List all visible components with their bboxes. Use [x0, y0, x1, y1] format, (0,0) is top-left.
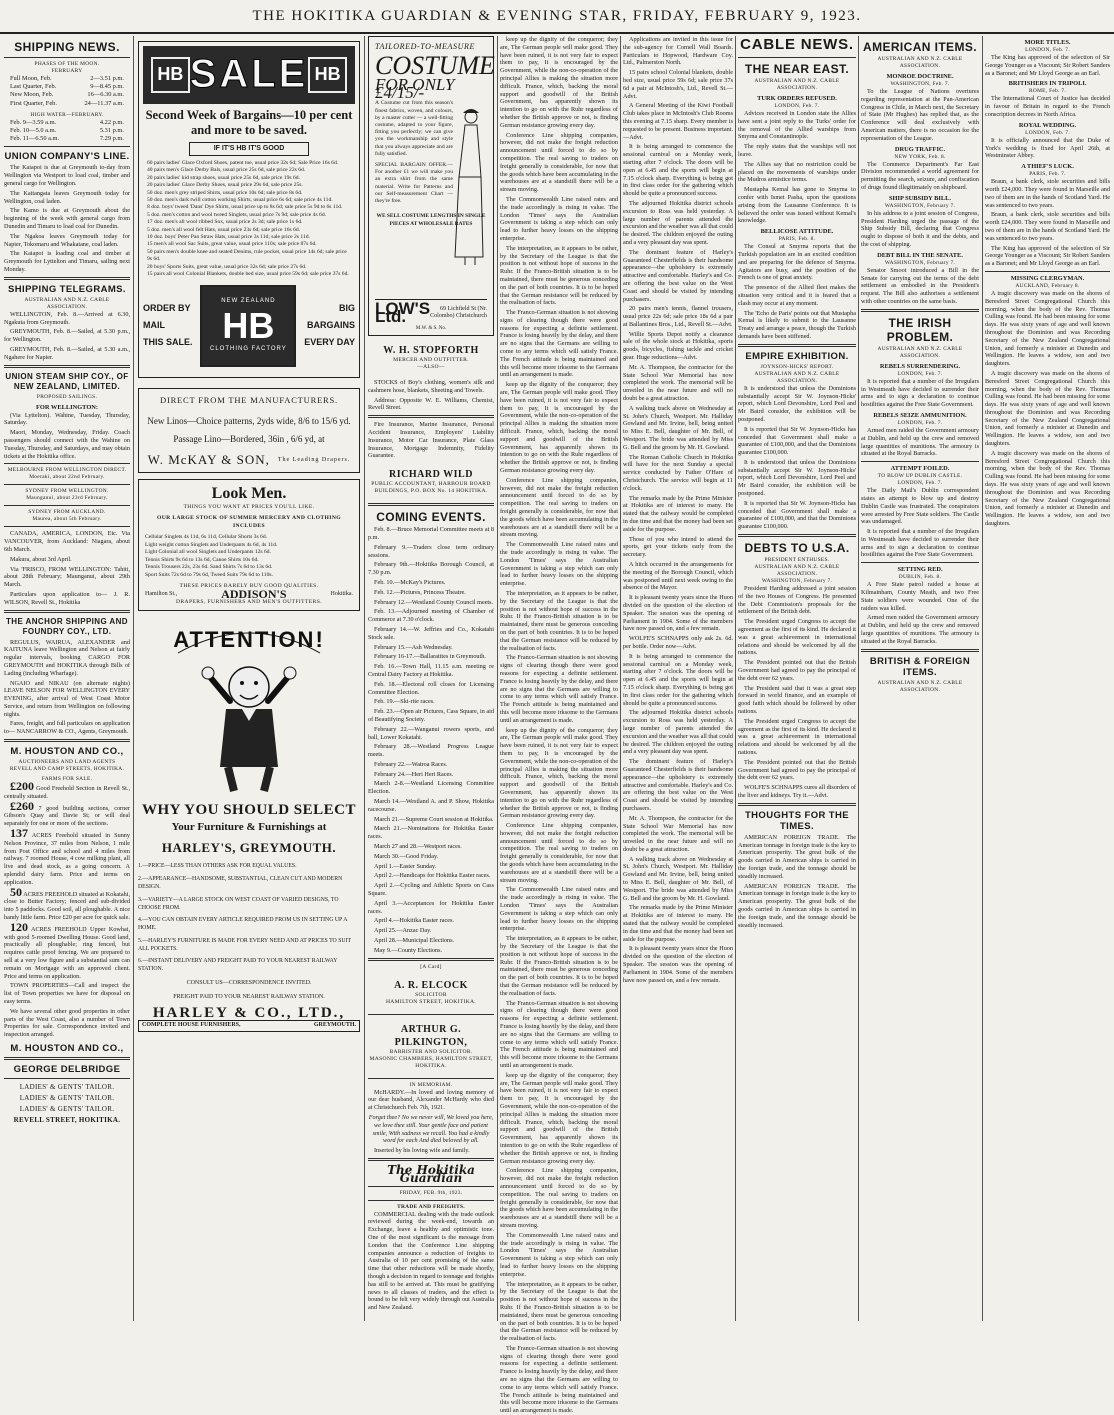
list-item: 5 doz. men's cotton and wool tweed Singlets, usual price 7s 9d; sale price 4s 6d. [147, 211, 327, 218]
harley-list [138, 863, 360, 974]
thief-text: Braun, a bank clerk, stole securities and bills worth £24,000. They were found in Marseille and two of them are in the hands of Scotland Yard. He was sentenced to two years. Braun, a bank clerk, stole securities and bills worth £24,000. They were found in Marseille and two of them are in the hands of Scotland Yard. He was sentenced to two years. The King has approved of the selection of Sir George Younger as a Viscount; Sir Robert Sanders as a Baronet; and Mr Lloyd George as an Earl. [985, 178, 1110, 268]
union-line-heading: UNION COMPANY'S LINE. [4, 151, 130, 163]
delbridge-heading: GEORGE DELBRIDGE [13, 1063, 121, 1075]
drug-date: NEW YORK, Feb. 8. [894, 153, 946, 160]
phases-heading: PHASES OF THE MOON. [34, 61, 100, 67]
list-item: 15 men's all wool Sac Suits, great value, usual price 110s; sale price 87s 6d. [147, 241, 317, 248]
column-rule [133, 36, 134, 1321]
consult-line: CONSULT US—CORRESPONDENCE INVITED. [186, 980, 312, 987]
thoughts-text: AMERICAN FOREIGN TRADE. The American tonnage in foreign trade is the key to American prosperity. The great bulk of the goods carried in American ships is carried in the foreign trade, and the tonnage should be steadily increased. AMERICAN FOREIGN TRADE. The American tonnage in foreign trade is the key to American prosperity. The great bulk of the goods carried in American ships is carried in the foreign trade, and the tonnage should be steadily increased. [738, 833, 856, 929]
drug-text: The Commerce Department's Far East Division recommended a world agreement for permitting the search, seizure, and confiscation of drugs found illegitimately on shipboard. [861, 160, 979, 191]
water-row: Feb. 9—3.59 a.m. 4.22 p.m. [10, 118, 124, 126]
lows-foot: M.W. & S. No. [415, 326, 447, 332]
empire-heading: EMPIRE EXHIBITION. [745, 350, 849, 362]
local-news-text: Applications are invited in this issue for the sub-agency for Cornell Wall Boards. Particulars to Hopwood, Hardware Coy. Ltd., Palmerston North. 15 pairs school Colonial blankets, double bed size, usual price 59s 6d; sale price 37s 6d a pair at McIntosh's, Ltd., Revell St.—Advt. A General Meeting of the Kiwi Football Club takes place in McIntosh's Club Rooms this evening at 7.15 sharp. Every member is requested to be present. Business important.—Advt. It is being arranged to commence the sessional carnival on a Monday week, starting after 7 o'clock. The doors will be open at 6.45 and the sports will begin at 7.15 o'clock sharp. Everything is being got in first class order for the gathering which should be quite a pronounced success. The adjourned Hokitika district schools excursion to Ross was held yesterday. A large number of parents attended the excursion and the weather was all that could be desired. The children enjoyed the outing and a very pleasant day was spent. The dominant feature of Harley's Guaranteed Chesterfields is their handsome appearance—the upholstery is extremely attractive and comfortable. Harley's and Co. are offering the best value on the West Coast and should be visited by intending purchasers. 20 pairs men's tennis, flannel trousers, usual price 22s 6d; sale price 18s 6d a pair at Ballantines Bros., Ltd., Revell St.—Advt. Willie Sports Depot notify a clearance sale of the whole stock at Hokitika, sports goods, bicycles, fishing tackle and cricket gear. Huge reductions—Advt. Mr. A. Thompson, the contractor for the State School War Memorial has now completed the work. The memorial will be unveiled in the near future and will no doubt be a great attraction. A walking track above on Wednesday at St. John's Church, Westport. Mr. Halliday Gowland and Mr. Irvine, bell, being united to Miss E. Bell, daughter of Mr. Bell, of Westport. The bride was attended by Miss G. Bell and the groom by Mr. H. Gowland. The Roman Catholic Church in Hokitika will have for the next Sunday a special service conducted by Father O'Hare of Christchurch. The service will begin at 11 o'clock. The remarks made by the Prime Minister at Hokitika are of interest to many. He stated that the railway would be completed in due time and that the money had been set aside for the purpose. Those of you who intend to attend the sports, get your tickets early from the secretary. A hitch occurred in the arrangements for the meeting of the Borough Council, which was postponed until next week owing to the absence of the Mayor. It is pleasant twenty years since the Huon divided on the question of the election of Speaker. The session was the opening of Parliament in 1904. Some of the members have now passed on, and a few remain. WOLFE'S SCHNAPPS only ask 2s. 6d. per bottle. Order now—Advt. It is being arranged to commence the sessional carnival on a Monday week, starting after 7 o'clock. The doors will be open at 6.45 and the sports will begin at 7.15 o'clock sharp. Everything is being got in first class order for the gathering which should be quite a pronounced success. The adjourned Hokitika district schools excursion to Ross was held yesterday. A large number of parents attended the excursion and the weather was all that could be desired. The children enjoyed the outing and a very pleasant day was spent. The dominant feature of Harley's Guaranteed Chesterfields is their handsome appearance—the upholstery is extremely attractive and comfortable. Harley's and Co. are offering the best value on the West Coast and should be visited by intending purchasers. Mr. A. Thompson, the contractor for the State School War Memorial has now completed the work. The memorial will be unveiled in the near future and will no doubt be a great attraction. A walking track above on Wednesday at St. John's Church, Westport. Mr. Halliday Gowland and Mr. Irvine, bell, being united to Miss E. Bell, daughter of Mr. Bell, of Westport. The bride was attended by Miss G. Bell and the groom by Mr. H. Gowland. The remarks made by the Prime Minister at Hokitika are of interest to many. He stated that the railway would be completed in due time and that the money had been set aside for the purpose. It is pleasant twenty years since the Huon divided on the question of the election of Speaker. The session was the opening of Parliament in 1904. Some of the members have now passed on, and a few remain. [623, 36, 733, 984]
list-item: 1.—PRICE—LESS THAN OTHERS ASK FOR EQUAL VALUES. [138, 863, 297, 870]
list-item: 50 doz. men's grey striped Shirts, usual price 10s 6d; sale price 8s 6d. [147, 189, 303, 196]
list-item: 6.—INSTANT DELIVERY AND FREIGHT PAID TO YOUR NEAREST RAILWAY STATION. [138, 958, 338, 973]
card-label: [A Card] [420, 963, 442, 970]
assoc-line: AUSTRALIAN AND N.Z. CABLE ASSOCIATION. [754, 370, 840, 384]
wellington-text: (Via Lyttelton). Wahine, Tuesday, Thursday, Saturday. Maori, Monday, Wednesday, Friday. Coach passengers should connect with the Wahine on Tuesday, Thursday, and Saturdays, and may obtain tickets at the Hokitika office. [4, 411, 130, 460]
tripoli-heading: BRITISHERS IN TRIPOLI. [1008, 80, 1087, 88]
setting-date: DUBLIN, Feb. 8. [898, 574, 942, 581]
stopforth-card: W. H. STOPFORTH MERCER AND OUTFITTER. —ALSO— [383, 345, 479, 370]
list-item: 50 doz. men's dark twill cotton working Shirts, usual price 6s 6d; sale price 4s 11d. [147, 197, 333, 204]
rebels-heading: REBELS SURRENDERING. [879, 362, 961, 370]
list-item: Tennis Trousers 22s, 23s 6d. Sand Shirts 7s 6d to 13s 6d. [145, 564, 273, 571]
houston-heading: M. HOUSTON AND CO., [10, 746, 124, 758]
attention-illustration [138, 617, 360, 795]
attempt-heading: ATTEMPT FOILED. [890, 465, 950, 473]
pilkington-card: ARTHUR G. PILKINGTON, BARRISTER AND SOLICITOR. MASONIC CHAMBERS, HAMILTON STREET, HOKITIKA. [369, 1023, 493, 1069]
water-row: Feb. 11—6.50 a.m. 7.29 p.m. [10, 135, 124, 143]
editorial-text: keep up the dignity of the conqueror; they are, The German people will make good. They have been ruined, it is not very fair to expect them to pay, It is encouraged by the Government, while the non-co-operation of the principal Allies is making the situation more difficult. France, which, backing the moral support and goodwill of the British Government, has apparently shown its intention to go on with the Ruhr regardless of whether the British approve or not, is finding German resistance growing every day. Conference Line shipping companies, however, did not make the freight reduction announcement until forced to do so by competition. The real saving to traders on freight generally is considerable, for now that the goods which have been accumulating in the warehouses are at a standstill there will be a stream moving. The Commonwealth Line raised rates and the trade accordingly is rising in value. The London 'Times' says the Australian Government is taking a step which can only lead to further heavy losses on the shipping enterprise. The interpretation, as it appears to be rather, by the Secretary of the League is that the position is not without hope of success in the Ruhr. If the Franco-British situation is to be maintained, there must be generous conceding on the part of both countries. It is to be hoped that the German resistance will be reduced by the realisation of facts. The Franco-German situation is not showing signs of clearing though there were good reasons for expecting a definite settlement. France is losing heavily by the delay, and there are no signs that the Germans are willing to come to any terms which will satisfy France. The French attitude is being maintained and this will become more irksome to the Germans until an arrangement is made. keep up the dignity of the conqueror; they are, The German people will make good. They have been ruined, it is not very fair to expect them to pay, It is encouraged by the Government, while the non-co-operation of the principal Allies is making the situation more difficult. France, which, backing the moral support and goodwill of the British Government, has apparently shown its intention to go on with the Ruhr regardless of whether the British approve or not, is finding German resistance growing every day. Conference Line shipping companies, however, did not make the freight reduction announcement until forced to do so by competition. The real saving to traders on freight generally is considerable, for now that the goods which have been accumulating in the warehouses are at a standstill there will be a stream moving. The Commonwealth Line raised rates and the trade accordingly is rising in value. The London 'Times' says the Australian Government is taking a step which can only lead to further heavy losses on the shipping enterprise. The interpretation, as it appears to be rather, by the Secretary of the League is that the position is not without hope of success in the Ruhr. If the Franco-British situation is to be maintained, there must be generous conceding on the part of both countries. It is to be hoped that the German resistance will be reduced by the realisation of facts. The Franco-German situation is not showing signs of clearing though there were good reasons for expecting a definite settlement. France is losing heavily by the delay, and there are no signs that the Germans are willing to come to any terms which will satisfy France. The French attitude is being maintained and this will become more irksome to the Germans until an arrangement is made. keep up the dignity of the conqueror; they are, The German people will make good. They have been ruined, it is not very fair to expect them to pay, It is encouraged by the Government, while the non-co-operation of the principal Allies is making the situation more difficult. France, which, backing the moral support and goodwill of the British Government, has apparently shown its intention to go on with the Ruhr regardless of whether the British approve or not, is finding German resistance growing every day. Conference Line shipping companies, however, did not make the freight reduction announcement until forced to do so by competition. The real saving to traders on freight generally is considerable, for now that the goods which have been accumulating in the warehouses are at a standstill there will be a stream moving. The Commonwealth Line raised rates and the trade accordingly is rising in value. The London 'Times' says the Australian Government is taking a step which can only lead to further heavy losses on the shipping enterprise. The interpretation, as it appears to be rather, by the Secretary of the League is that the position is not without hope of success in the Ruhr. If the Franco-British situation is to be maintained, there must be generous conceding on the part of both countries. It is to be hoped that the German resistance will be reduced by the realisation of facts. The Franco-German situation is not showing signs of clearing though there were good reasons for expecting a definite settlement. France is losing heavily by the delay, and there are no signs that the Germans are willing to come to any terms which will satisfy France. The French attitude is being maintained and this will become more irksome to the Germans until an arrangement is made. keep up the dignity of the conqueror; they are, The German people will make good. They have been ruined, it is not very fair to expect them to pay, It is encouraged by the Government, while the non-co-operation of the principal Allies is making the situation more difficult. France, which, backing the moral support and goodwill of the British Government, has apparently shown its intention to go on with the Ruhr regardless of whether the British approve or not, is finding German resistance growing every day. Conference Line shipping companies, however, did not make the freight reduction announcement until forced to do so by competition. The real saving to traders on freight generally is considerable, for now that the goods which have been accumulating in the warehouses are at a standstill there will be a stream moving. The Commonwealth Line raised rates and the trade accordingly is rising in value. The London 'Times' says the Australian Government is taking a step which can only lead to further heavy losses on the shipping enterprise. The interpretation, as it appears to be rather, by the Secretary of the League is that the position is not without hope of success in the Ruhr. If the Franco-British situation is to be maintained, there must be generous conceding on the part of both countries. It is to be hoped that the German resistance will be reduced by the realisation of facts. The Franco-German situation is not showing signs of clearing though there were good reasons for expecting a definite settlement. France is losing heavily by the delay, and there are no signs that the Germans are willing to come to any terms which will satisfy France. The French attitude is being maintained and this will become more irksome to the Germans until an arrangement is made. [500, 36, 618, 1415]
column-cable-news [738, 36, 856, 1321]
sale-word: SALE [189, 52, 309, 97]
phase-row: New Moon, Feb. 16—6.30 a.m. [10, 91, 124, 99]
american-heading: AMERICAN ITEMS. [863, 40, 977, 54]
land-item: 120 ACRES FREEHOLD Upper Kowhai, with good 5-roomed Dwelling House. Good land, practically all ploughable; ring fenced, but requires cattle proof fencing. We are prepared to sell at a very low figure and a substantial sum can remain on Mortgage with an approved client. Price and terms on application. [4, 919, 130, 980]
column-rule [858, 36, 859, 1321]
assoc-line: AUSTRALIAN AND N.Z. CABLE ASSOCIATION. [24, 296, 110, 310]
melbourne-sub: Moeraki, about 22nd February. [29, 474, 105, 481]
land-item: 50 ACRES FREEHOLD situated at Kokatahi, close to Butter Factory; fenced and sub-divided into 5 paddocks. Good soil, all ploughable. A nice handy little farm. Price £20 per acre for quick sale. [4, 884, 130, 922]
costume-send: WE SELL COSTUME LENGTHS IN SINGLE PIECES AT WHOLESALE RATES [376, 213, 486, 228]
list-item: 8 doz. boys' tweed 'Dans' Dye Shirts, usual price up to 8s 6d; sale price 5s 9d to 6s 11d. [147, 204, 343, 211]
sydney-wellington-sub: Maunganui, about 23rd February. [26, 495, 108, 502]
list-item: 60 pairs ladies' Glace Oxford Shoes, patent toe, usual price 32s 6d; Sale Price 16s 6d. [147, 160, 339, 166]
irish-heading: THE IRISH PROBLEM. [886, 315, 954, 344]
monroe-heading: MONROE DOCTRINE. [886, 73, 954, 80]
lows-footer: LOW'S Ltd. 69 Lichfield St (Nr. Colombo) Christchurch [375, 299, 487, 327]
sale-banner [143, 46, 355, 104]
debts-date: WASHINGTON, February 7. [761, 578, 833, 585]
subsidy-text: In his address to a joint session of Congress, President Harding urged the passage of the Ship Subsidy Bill, declaring that Congress ought to dispose of both it and the debts, and the cost of shipping. [861, 209, 979, 248]
assoc-line: AUSTRALIAN AND N.Z. CABLE ASSOCIATION. [754, 564, 840, 578]
costume-desc: A Costume cut from this season's finest fabrics, woven, and colours, by a master cutter — a well-fitting costume, adapted to your figure, fitting you perfectly; we can give you the workmanship and style that you always appreciate and are fully satisfied. [375, 100, 453, 157]
costume-price: FOR ONLY £4/15/- [375, 74, 455, 102]
tailor-line: LADIES' & GENTS' TAILOR. [19, 1082, 115, 1091]
houston-footer: M. HOUSTON AND CO., [10, 1042, 124, 1054]
hb-logo-icon: HB [308, 57, 347, 93]
turk-heading: TURK ORDERS REFUSED. [757, 95, 837, 102]
rebels-date: LONDON, Feb. 7. [897, 370, 943, 377]
masthead: THE HOKITIKA GUARDIAN & EVENING STAR, FRIDAY, FEBRUARY 9, 1923. [0, 0, 1114, 34]
costume-word: COSTUME [375, 50, 495, 80]
mckay-ad [138, 388, 360, 474]
guardian-flag: The Hokitika Guardian [387, 1163, 475, 1185]
list-item: 20 pairs ladies' kid strap shoes, usual price 25s 6d, sale price 19s 6d. [147, 174, 300, 181]
list-item: 10 doz. boys' Peter Pan Straw Hats, usual price 3s 11d; sale price 2s 11d. [147, 234, 310, 241]
list-item: 2.—APPEARANCE—HANDSOME, SUBSTANTIAL, CLEAN CUT AND MODERN DESIGN. [138, 876, 343, 890]
trade-heading: TRADE AND FREIGHTS. [397, 1203, 465, 1210]
addison-footer: Hamilton St., ADDISON'S Hokitika. [145, 586, 353, 601]
looks-qualities: THESE PRICES BARELY BUY GOOD QUALITIES. [179, 582, 319, 589]
column-rule [497, 36, 498, 1321]
addison-ad [138, 479, 360, 611]
phase-row: Full Moon, Feb. 2—3.51 p.m. [10, 75, 124, 82]
column-shipping [4, 36, 130, 1321]
sale-list [143, 160, 355, 279]
bellicose-heading: BELLICOSE ATTITUDE. [760, 228, 834, 236]
harley-greymouth: HARLEY'S, GREYMOUTH. [161, 840, 337, 856]
debts-text: President Harding addressed a joint session of the two Houses of Congress. He presented the Debt Commission's proposals for the settlement of the British debt. The President urged Congress to accept the agreement as the first of its kind. He declared it was a great achievement in international relations and should be welcomed by all the nations. The President pointed out that the British Government had agreed to pay the principal of the debt over 62 years. The President said that it was a great step forward in world finance, and an example of good faith which should be followed by other nations. The President urged Congress to accept the agreement as the first of its kind. He declared it was a great achievement in international relations and should be welcomed by all the nations. The President pointed out that the British Government had agreed to pay the principal of the debt over 62 years. WOLFE'S SCHNAPPS cures all disorders of the liver and kidneys. Try it.—Advt. [738, 585, 856, 799]
list-item: 17 doz. men's all wool ribbed Sox, usual price 2s 3d; sale price 1s 6d. [147, 219, 303, 226]
tailor-line: LADIES' & GENTS' TAILOR. [19, 1093, 115, 1102]
list-item: Cellular Singlets 4s 11d, 6s 11d, Cellular Shorts 3s 6d. [145, 534, 268, 541]
water-row: Feb. 10—5.0 a.m. 5.31 p.m. [10, 127, 124, 135]
insurance-text: Fire Insurance, Marine Insurance, Personal Accident Insurance, Employers' Liability Insurance, Motor Car Insurance, Plate Glass Insurance, Mortgage Indemnity, Fidelity Guarantee. [368, 421, 494, 460]
president-heading: PRESIDENT ENTHUSES. [764, 557, 830, 564]
looks-foot: DRAPERS, FURNISHERS AND MEN'S OUTFITTERS. [175, 598, 323, 605]
monroe-date: WASHINGTON, Feb. 7. [890, 81, 950, 87]
column-british [985, 36, 1110, 1321]
telegrams-heading: SHIPPING TELEGRAMS. [8, 283, 126, 295]
wedding-text: It is officially announced that the Duke of York's wedding is fixed for April 26th, at Westminster Abbey. [985, 136, 1110, 160]
assoc-line: AUSTRALIAN AND N.Z. CABLE ASSOCIATION. [877, 56, 963, 69]
memoriam-heading: IN MEMORIAM. [409, 1081, 453, 1088]
good-bar: IF IT'S HB IT'S GOOD [189, 142, 309, 156]
turk-date: LONDON, Feb. 7. [774, 103, 820, 109]
list-item: 5.—HARLEY'S FURNITURE IS MADE FOR EVERY NEED AND AT PRICES TO SUIT ALL POCKETS. [138, 937, 351, 952]
farms-heading: FARMS FOR SALE. [41, 776, 93, 783]
clergyman-text: A tragic discovery was made on the shores of Beresford Street Congregational Church this morning, when the body of the Rev. Thomas Culling was found. He had been missing for some days. He was sixty years of age and well known throughout the Dominion and was Recording Secretary of the New Zealand Congregational Union, and formerly a minister at Dunedin and Wellington. He leaves a widow, son and two daughters. A tragic discovery was made on the shores of Beresford Street Congregational Church this morning, when the body of the Rev. Thomas Culling was found. He had been missing for some days. He was sixty years of age and well known throughout the Dominion and was Recording Secretary of the New Zealand Congregational Union, and formerly a minister at Dunedin and Wellington. He leaves a widow, son and two daughters. A tragic discovery was made on the shores of Beresford Street Congregational Church this morning, when the body of the Rev. Thomas Culling was found. He had been missing for some days. He was sixty years of age and well known throughout the Dominion and was Recording Secretary of the New Zealand Congregational Union, and formerly a minister at Dunedin and Wellington. He leaves a widow, son and two daughters. [985, 289, 1110, 528]
sydney-auckland: SYDNEY FROM AUCKLAND. [28, 509, 106, 516]
phases-table [4, 75, 130, 108]
list-item: 4.—YOU CAN OBTAIN EVERY ARTICLE REQUIRED FROM US IN SETTING UP A HOME. [138, 917, 348, 932]
cable-news-heading: CABLE NEWS. [740, 36, 854, 53]
coming-events-heading: COMING EVENTS. [376, 510, 486, 525]
direct-line: New Linos—Choice patterns, 2yds wide, 8/6 to 15/6 yd. [147, 416, 351, 427]
sydney-wellington: SYDNEY FROM WELLINGTON. [25, 488, 109, 495]
near-east-heading: THE NEAR EAST. [744, 62, 850, 76]
hb-sale-ad [138, 41, 360, 378]
list-item: 15 pairs all wool Colonial Blankets, double bed size, usual price 59s 6d; sale price 37s 6d. [147, 271, 349, 278]
stopforth-text: STOCKS of Boy's clothing, women's silk and cashmere hose, blankets, Sheeting and Towels. Address: Opposite W. E. Williams, Chemist, Revell Street. [368, 379, 494, 412]
hb-clothing-logo: NEW ZEALAND HB CLOTHING FACTORY [200, 285, 296, 367]
thief-heading: A THIEF'S LUCK. [1021, 163, 1074, 171]
subsidy-heading: SHIP SUBSIDY BILL. [888, 194, 952, 202]
order-left: ORDER BY MAIL THIS SALE. [143, 303, 193, 347]
setting-heading: SETTING RED. [897, 566, 943, 574]
mckay-firm: W. McKAY & SON, The Leading Drapers. [147, 452, 351, 468]
bellicose-date: PARIS, Feb. 8. [778, 236, 816, 243]
clergyman-date: AUCKLAND, February 8. [1015, 282, 1080, 289]
land-item: 137 ACRES Freehold situated in Sunny Nelson Province, 37 miles from Nelson, 1 mile from Post Office and school and 4 miles from railway. 7 roomed House, 4 cow milking plant, all live and dead stock, as a going concern. A splendid dairy farm. Price and terms on application. [4, 826, 130, 886]
costume-offer: SPECIAL BARGAIN OFFER.—For another £1 we will make you an extra skirt from the same material. Write for Patterns and our Self-measurement Chart — they're free. [375, 162, 453, 205]
titles-text: The King has approved of the selection of Sir George Younger as a Viscount; Sir Robert Sanders as a Baronet; and Mr Lloyd George as an Earl. [985, 54, 1110, 77]
column-ads [138, 36, 360, 1321]
looks-sub2: OUR LARGE STOCK OF SUMMER MERCERY AND CLOTHING INCLUDES [156, 514, 342, 529]
monroe-text: To the League of Nations overtures regarding representation at the Pan-American Congress in Chile, in March next, the Secretary of State (Mr Hughes) has replied that, as the Conference will deal exclusively with American matters, there is no occasion for the representation of the League. [861, 88, 979, 142]
harley-ad [138, 801, 360, 1032]
direct-heading: DIRECT FROM THE MANUFACTURERS. [160, 394, 338, 405]
subsidy-date: WASHINGTON, February 7. [884, 202, 956, 209]
titles-heading: MORE TITLES. [1024, 39, 1071, 46]
joynson-heading: JOYNSON-HICKS' REPORT. [760, 363, 834, 370]
assoc-line: AUSTRALIAN AND N.Z. CABLE ASSOCIATION. [877, 345, 963, 359]
order-right: BIG BARGAINS EVERY DAY [304, 303, 355, 347]
list-item: 20 boys' Sports Suits, great value, usual price 32s 6d; sale price 27s 6d. [147, 263, 307, 270]
column-american [861, 36, 979, 1321]
column-rule [982, 36, 983, 1321]
wild-card: RICHARD WILD PUBLIC ACCOUNTANT, HARBOUR BOARD BUILDINGS, P.O. BOX No. 14 HOKITIKA. [371, 469, 491, 495]
wedding-date: LONDON, Feb. 7. [1025, 129, 1070, 136]
lady-figure-icon [449, 107, 489, 267]
list-item: 40 pairs men's Glace Derby Bals, usual price 25s 6d, sale price 22s 6d. [147, 167, 306, 174]
harley-why: WHY YOU SHOULD SELECT [141, 802, 356, 819]
list-item: 50 pairs men's double knee and seated Denims, rule pocket, usual price 14s 6d; sale price 9s 6d. [147, 248, 347, 263]
flag-date: FRIDAY, FEB. 9th, 1923. [399, 1189, 463, 1196]
hb-logo-icon: HB [151, 57, 190, 93]
blow-up-heading: TO BLOW UP DUBLIN CASTLE. [877, 473, 963, 480]
proposed-sailings: PROPOSED SAILINGS. [36, 393, 98, 400]
telegrams-text: WELLINGTON, Feb. 8.—Arrived at 6.30, Ngakuta from Greymouth. GREYMOUTH, Feb. 8.—Sailed, at 5.30 p.m., for Wellington. GREYMOUTH, Feb. 8.—Sailed, at 5.30 a.m., Ngahere for Napier. [4, 310, 130, 361]
ammunition-text: Armed men raided the Government armoury at Dublin, and held up the crew and removed large quantities of munitions. The armoury is situated at the Royal Barracks. [861, 426, 979, 458]
anchor-text: REGULUS, WAIRUA, ALEXANDER and KAITUNA leave Wellington and Nelson at fairly regular intervals, booking CARGO FOR GREYMOUTH and HOKITIKA through Bills of Lading (including Wharfage). NGAIO and NIKAU (on alternate nights) LEAVE NELSON FOR WELLINGTON EVERY EVENING, after arrival of West Coast Motor Service, and return from Wellington on following nights. Fares, freight, and full particulars on application to— NANCARROW & CO., Agents, Greymouth. [4, 638, 130, 736]
land-listings: £200 Good Freehold Section in Revell St., centrally situated. £260 7 good building sections, corner Gibson's Quay and Davie St; or will deal separately for one or more of the sections. 137 ACRES Freehold situated in Sunny Nelson Province, 37 miles from Nelson, 1 mile from Post Office and school and 4 miles from railway. 7 roomed House, 4 cow milking plant, all live and dead stock, as a going concern. A splendid dairy farm. Price and terms on application. 50 ACRES FREEHOLD situated at Kokatahi, close to Butter Factory; fenced and sub-divided into 5 paddocks. Good soil, all ploughable. A nice handy little farm. Price £20 per acre for quick sale. 120 ACRES FREEHOLD Upper Kowhai, with good 5-roomed Dwelling House. Good land, practically all ploughable; ring fenced, but requires cattle proof fencing. We are prepared to sell at a very low figure and a substantial sum can remain on Mortgage with an approved client. Price and terms on application. TOWN PROPERTIES—Call and inspect the list of Town properties we have for disposal on easy terms. We have several other good properties in other parts of the West Coast, also a number of Town Properties for sale. Correspondence invited and inspection arranged. [4, 779, 130, 1039]
turk-text: Advices received in London state the Allies have sent a joint reply to the Turks' order for the removal of the Allied warships from Smyrna and Constantinople. The reply states that the warships will not leave. The Allies say that no restriction could be placed on the movements of warships under the Mudros armistice terms. Mustapha Kemal has gone to Smyrna to confer with Ismet Pasha, upon the questions arising from the Lausanne Conference. It is believed the order was issued without Kemal's knowledge. [738, 110, 856, 225]
column-rule [620, 36, 621, 1321]
column-rule [364, 36, 365, 1321]
tripoli-text: The International Court of Justice has decided in favour of Britain in regard to the French conscription decrees in North Africa. [985, 95, 1110, 118]
freight-line: FREIGHT PAID TO YOUR NEAREST RAILWAY STATION. [173, 993, 325, 1000]
costume-pre: TAILORED-TO-MEASURE [375, 42, 475, 51]
trade-text: COMMERCIAL dealing with the trade outlook reviewed during the week-end, towards an Exchange, leave a healthy and optimistic tone. One of the most significant is the message from London that the Conference Line shipping companies announce a reduction of freights to Australia of 10 per cent promising of the same time that other reductions will be made shortly, though a decision in regard to tonnage and freights has still to be arrived at. This must be gratifying news to all classes of traders, and the effect is bound to be felt very widely through out Australia and New Zealand. [368, 1210, 494, 1312]
lows-costume-ad [368, 36, 494, 336]
attention-man-icon [138, 617, 360, 795]
union-line-text: The Kaiapoi is due at Greymouth to-day from Wellington via Westport to load coal, timber and general cargo for Wellington. The Kaitangata leaves Greymouth today for Wellington, coal laden. The Kamo is due at Greymouth about the beginning of the week with general cargo from Dunedin and Timaru to load coal for Dunedin. The Ngakoa leaves Greymouth today for Napier, Tokomaru and Whakatane, coal laden. The Kaiapoi is loading coal and timber at Greymouth for Lyttelton and Timaru, sailing next Monday. [4, 164, 130, 273]
british-heading: BRITISH & FOREIGN ITEMS. [869, 655, 971, 678]
direct-line: Passage Lino—Bordered, 36in , 6/6 yd, at [173, 434, 325, 445]
harley-firm: HARLEY & CO., LTD., [152, 1004, 346, 1021]
column-local-news [623, 36, 733, 1321]
harley-tag: COMPLETE HOUSE FURNISHERS, GREYMOUTH. [138, 1020, 360, 1032]
for-wellington: FOR WELLINGTON: [35, 403, 99, 411]
column-rule [735, 36, 736, 1321]
looks-list [145, 534, 353, 578]
ammunition-heading: REBELS SEIZE AMMUNITION. [873, 411, 967, 419]
assoc-line: AUSTRALIAN AND N.Z. CABLE ASSOCIATION. [877, 679, 963, 693]
clergyman-heading: MISSING CLERGYMAN. [1010, 274, 1085, 282]
list-item: 3.—VARIETY—A LARGE STOCK ON WEST COAST OF VARIED DESIGNS, TO CHOOSE FROM. [138, 896, 339, 911]
tailor-line: LADIES' & GENTS' TAILOR. [19, 1104, 115, 1113]
phase-row: Last Quarter, Feb. 9—8.45 p.m. [10, 83, 124, 91]
elcock-card: A. R. ELCOCK SOLICITOR HAMILTON STREET, HOKITIKA. [385, 979, 477, 1005]
assoc-line: AUSTRALIAN AND N.Z. CABLE ASSOCIATION. [754, 78, 840, 91]
list-item: Light weight cotton Singlets and Underpants 4s 6d, 4s 11d. [145, 541, 278, 548]
rebels-text: It is reported that a number of the Irregulars in Westmeath have decided to surrender their arms and to sign a declaration to continue hostilities against the Free State Government. [861, 377, 979, 409]
high-water-table [4, 119, 130, 144]
revell-street: REVELL STREET, HOKITIKA. [13, 1115, 121, 1124]
memoriam-text: McHARDY.—In loved and loving memory of our dear husband, Alexander McHardy who died at Christchurch Feb. 7th, 1921. Forget thee? No we never will, We loved you here, we love thee still. Your gentle face and patient smile, With sadness we recall. You had a kindly word for each And died beloved by all. Inserted by his loving wife and family. [368, 1088, 494, 1155]
sydney-auckland-sub: Maurea, about 5th February. [32, 516, 102, 523]
list-item: 20 pairs ladies' Glace Derby Shoes, usual price 29s 6d, sale price 25s. [147, 182, 303, 189]
column-notices [368, 36, 494, 1321]
newspaper-page [0, 36, 1114, 1415]
look-men-heading: Look Men. [211, 485, 287, 503]
debts-heading: DEBTS TO U.S.A. [744, 541, 850, 556]
column-editorial [500, 36, 618, 1415]
phases-month: FEBRUARY [51, 68, 83, 74]
high-water-heading: HIGH WATER—FEBRUARY. [30, 111, 104, 118]
thief-date: PARIS, Feb. 7. [1029, 171, 1066, 178]
shipping-news-heading: SHIPPING NEWS. [14, 40, 120, 54]
setting-text: A Free State patrol raided a house at Kilmainham, County Meath, and two Free State soldiers were wounded. One of the raiders was killed. Armed men raided the Government armoury at Dublin, and held up the crew and removed large quantities of munitions. The armoury is situated at the Royal Barracks. [861, 581, 979, 645]
empire-text: It is understood that unless the Dominions substantially accept Sir W. Joynson-Hicks' report, which Lord Devonshire, Lord Peel and Mr Baird consider, the exhibition will be postponed. It is reported that Sir W. Joynson-Hicks has conceded that Government shall make a guarantee of £100,000, and that the Dominions guarantee £100,000. It is understood that unless the Dominions substantially accept Sir W. Joynson-Hicks' report, which Lord Devonshire, Lord Peel and Mr Baird consider, the exhibition will be postponed. It is reported that Sir W. Joynson-Hicks has conceded that Government shall make a guarantee of £100,000, and that the Dominions guarantee £100,000. [738, 384, 856, 531]
list-item: Tennis Shirts 9s 6d to 13s 6d, Canoe Shirts 10s 6d. [145, 556, 259, 563]
tripoli-date: ROME, Feb. 7. [1029, 88, 1066, 95]
phase-row: First Quarter, Feb. 24—11.37 a.m. [10, 99, 124, 107]
list-item: Sport Suits 72s 6d to 79s 6d, Tweed Suits 79s 6d to 110s. [145, 571, 273, 578]
looks-sub: THINGS YOU WANT AT PRICES YOU'LL LIKE. [183, 504, 315, 511]
attention-word: ATTENTION! [173, 627, 325, 653]
ammunition-date: LONDON, Feb. 7. [897, 419, 943, 426]
houston-address: REVELL AND CAMP STREETS, HOKITIKA. [9, 766, 125, 773]
debt-senate-date: WASHINGTON, February 7. [884, 259, 956, 266]
drug-heading: DRUG TRAFFIC. [894, 145, 946, 153]
debt-senate-text: Senator Smoot introduced a Bill in the Senate for carrying out the terms of the debt settlement as embodied in the President's request. The Bill also authorises a settlement with other countries on the same basis. [861, 266, 979, 305]
list-item: Light Colonial all wool Singlets and Underpants 12s 6d. [145, 549, 272, 556]
wedding-heading: ROYAL WEDDING. [1018, 121, 1077, 129]
uss-heading: UNION STEAM SHIP COY., OF NEW ZEALAND, LIMITED. [5, 371, 129, 391]
blow-up-text: The Daily Mail's Dublin correspondent states an attempt to blow up and destroy Dublin Castle was frustrated. The conspirators were arrested by Free State soldiers. The Castle was undamaged. It is reported that a number of the Irregulars in Westmeath have decided to surrender their arms and to sign a declaration to continue hostilities against the Free State Government. [861, 487, 979, 559]
thoughts-heading: THOUGHTS FOR THE TIMES. [744, 809, 850, 832]
debt-senate-heading: DEBT BILL IN THE SENATE. [877, 251, 963, 259]
canada-text: CANADA, AMERICA, LONDON, Etc. Via VANCOUVER, from Auckland: Niagara, about 6th March. Makura, about 3rd April. Via 'FRISCO, FROM WELLINGTON: Tahiti, about 28th February; Maunganui, about 29th March. Particulars upon application to— J. R. WILSON, Revell St., Hokitika [4, 530, 130, 606]
land-item: £200 Good Freehold Section in Revell St., centrally situated. [4, 779, 130, 800]
list-item: 5 doz. men's all wool felt Hats, usual price 23s 6d; sale price 16s 6d. [147, 226, 301, 233]
coming-events-list: Feb. 8.—Bruce Memorial Committee meets at 8 p.m. February 9.—Traders close term ordinary sessions. February 9th.—Hokitika Borough Council, at 7.30 p.m. Feb. 10.—McKay's Pictures. Feb. 12.—Pictures, Princess Theatre. February 12.—Westland County Council meets. Feb. 13.—Adjourned meeting of Chamber of Commerce at 7.30 o'clock. February 14.—W. Jeffries and Co., Kokatahi Stock sale. February 15.—Ash Wednesday. February 16-17.—Ballaratites in Greymouth. Feb. 16.—Town Hall, 11.15 a.m. meeting re Central Dairy Factory at Hokitika. Feb. 18.—Electoral roll closes for Licensing Committee Election. Feb. 19.—Ski-rite races. Feb. 23.—Open air Pictures, Cass Square, in aid of Beautifying Society. February 22.—Wanganui rowers sports, and ball, Lower Kokatahi. February 28.—Westland Progress League meets. February 22.—Watroa Races. February 24.—Heri Heri Races. March 2-8.—Westland Licensing Committee Election. March 14.—Westland A. and P. Show, Hokitika racecourse. March 21.—Supreme Court session at Hokitika. March 21.—Nominations for Hokitika Easter races. March 27 and 28.—Westport races. March 30.—Good Friday. April 1.—Easter Sunday. April 2.—Handicaps for Hokitika Easter races. April 2.—Cycling and Athletic Sports on Cass Square. April 3.—Acceptances for Hokitika Easter races. April 4.—Hokitika Easter races. April 25.—Anzac Day. April 28.—Municipal Elections. May 9.—County Elections. [368, 526, 494, 954]
land-item: £260 7 good building sections, corner Gibson's Quay and Davie St; or will deal separately for one or more of the sections. [4, 798, 130, 828]
bellicose-text: The Consul at Smyrna reports that the Turkish population are in an excited condition and are preparing for the defence of Smyrna. Agitators are busy, and the position of the French is one of great anxiety. The presence of the Allied fleet makes the situation very critical and it is feared that a clash may occur at any moment. The 'Echo de Paris' points out that Mustapha Kemal is likely to submit to the Lausanne Treaty and arrange a peace, though the Turkish demands have been stiffened. [738, 243, 856, 340]
titles-date: LONDON, Feb. 7. [1025, 47, 1070, 53]
sale-headline: Second Week of Bargains—10 per cent and more to be saved. [145, 108, 353, 137]
harley-furniture: Your Furniture & Furnishings at [171, 821, 327, 834]
houston-sub: AUCTIONEERS AND LAND AGENTS [18, 759, 116, 766]
order-row [143, 285, 355, 367]
anchor-heading: THE ANCHOR SHIPPING AND FOUNDRY COY., LTD. [6, 616, 128, 636]
melbourne-heading: MELBOURNE FROM WELLINGTON DIRECT. [7, 467, 127, 474]
blow-up-date: LONDON, Feb. 7. [897, 480, 943, 487]
